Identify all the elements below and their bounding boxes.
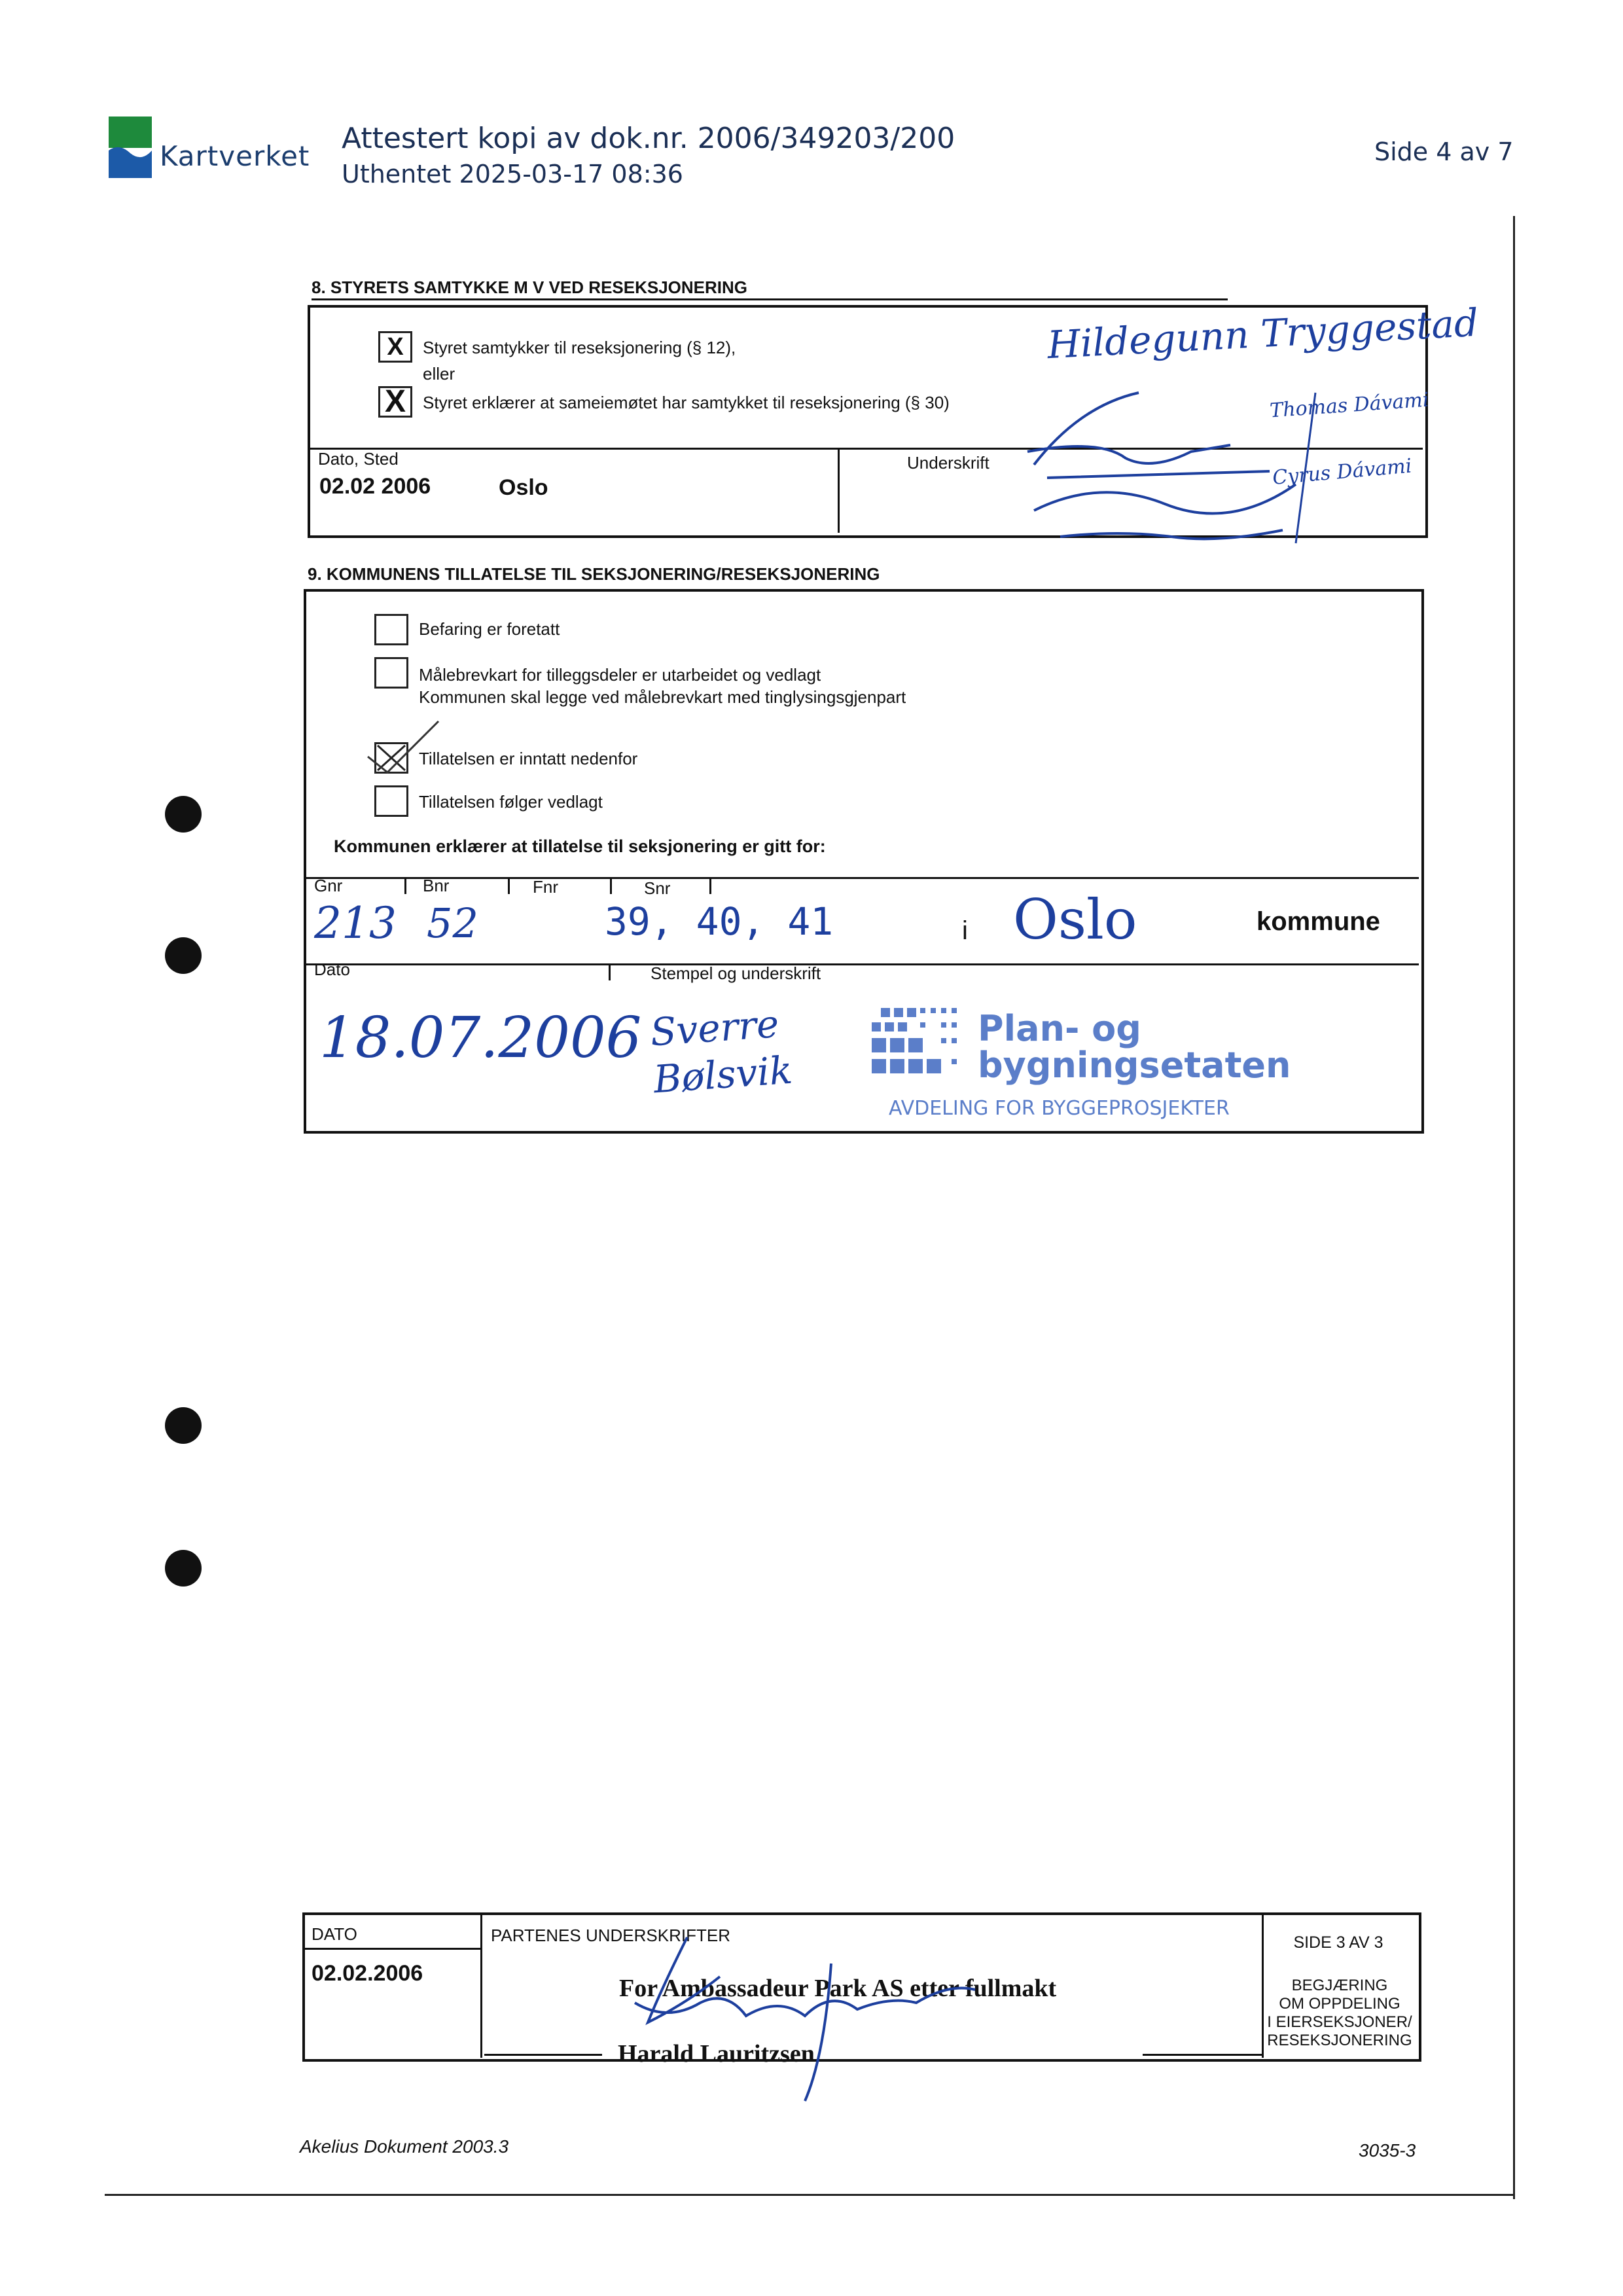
page-number: Side 4 av 7 [1374, 137, 1514, 166]
checkbox-inspection[interactable] [374, 614, 408, 645]
retrieved-timestamp: Uthentet 2025-03-17 08:36 [342, 160, 683, 188]
document-type-line: OM OPPDELING [1279, 1995, 1400, 2013]
option-permit-included-label: Tillatelsen er inntatt nedenfor [419, 749, 638, 768]
kartverket-logo [109, 117, 152, 178]
signature-rule-left [484, 2054, 602, 2056]
kommune-name: Oslo [1013, 888, 1137, 952]
tick [404, 877, 406, 894]
property-row-top-rule [305, 877, 1419, 879]
stamp-grid-icon [872, 1004, 970, 1089]
snr-label: Snr [644, 878, 671, 898]
gnr-value: 213 [314, 898, 397, 948]
signature-scribbles [1021, 380, 1414, 550]
option-map-note: Kommunen skal legge ved målebrevkart med tinglysingsgjenpart [419, 687, 906, 707]
stamp-signature-label: Stempel og underskrift [651, 963, 821, 983]
tick [610, 877, 612, 894]
party-line-2: Harald Lauritzsen [618, 2040, 815, 2068]
in-label: i [962, 916, 968, 945]
option-permit-attached-label: Tillatelsen følger vedlagt [419, 792, 603, 812]
bnr-value: 52 [427, 899, 478, 947]
checkbox-meeting-consent[interactable]: X [378, 386, 412, 418]
date-row-top-rule [305, 963, 1419, 965]
logo-text: Kartverket [160, 140, 310, 172]
dato-label: Dato [314, 960, 350, 979]
permit-date: 18.07.2006 [319, 1005, 642, 1071]
tick [709, 877, 711, 894]
stamp-line-2: bygningsetaten [978, 1045, 1291, 1086]
section-8-date: 02.02 2006 [319, 474, 431, 499]
document-type [1263, 1977, 1416, 2050]
checkbox-board-consent[interactable]: X [378, 331, 412, 363]
document-type-line: I EIERSEKSJONER/ [1267, 2013, 1412, 2031]
bnr-label: Bnr [423, 876, 450, 895]
signature-1: Hildegunn Tryggestad [1046, 300, 1480, 368]
option-inspection-label: Befaring er foretatt [419, 619, 560, 639]
section-8-rule [312, 298, 1228, 300]
signature-rule-right [1143, 2054, 1262, 2056]
section-8-col-divider [838, 449, 840, 533]
scan-edge-bottom [105, 2194, 1513, 2196]
snr-value: 39, 40, 41 [605, 899, 834, 944]
side-label: SIDE 3 AV 3 [1293, 1933, 1383, 1952]
section-8-place: Oslo [499, 475, 548, 500]
punch-hole [165, 937, 202, 974]
section-9-title: 9. KOMMUNENS TILLATELSE TIL SEKSJONERING/RESEKSJONERING [308, 564, 880, 584]
party-signature [609, 1924, 988, 2108]
gnr-label: Gnr [314, 876, 343, 895]
footer-form-number: 3035-3 [1359, 2140, 1416, 2161]
option-board-consent-label: Styret samtykker til reseksjonering (§ 12), [423, 338, 736, 357]
tick [508, 877, 510, 894]
signature-2: Thomas Dávami [1269, 388, 1430, 423]
stamp-line-1: Plan- og [978, 1008, 1141, 1049]
punch-hole [165, 1407, 202, 1444]
footer-col-divider [480, 1915, 482, 2058]
checkbox-permit-attached[interactable] [374, 785, 408, 817]
signature-label: Underskrift [907, 453, 990, 473]
fnr-label: Fnr [533, 877, 558, 897]
footer-date-rule [305, 1948, 480, 1950]
permit-signature: Sverre Bølsvik [649, 1001, 794, 1102]
document-type-line: BEGJÆRING [1291, 1977, 1388, 1994]
scan-edge-right [1513, 216, 1515, 2199]
checkbox-map[interactable] [374, 657, 408, 689]
or-label: eller [423, 364, 455, 384]
footer-doc-version: Akelius Dokument 2003.3 [300, 2136, 509, 2157]
tick [609, 963, 611, 980]
party-line-1: For Ambassadeur Park AS etter fullmakt [619, 1975, 1057, 2002]
footer-date: 02.02.2006 [312, 1961, 423, 1986]
option-map-label: Målebrevkart for tilleggsdeler er utarbeidet og vedlagt [419, 665, 821, 685]
document-title: Attestert kopi av dok.nr. 2006/349203/200 [342, 122, 955, 155]
footer-dato-label: DATO [312, 1924, 357, 1944]
stamp-line-3: AVDELING FOR BYGGEPROSJEKTER [889, 1097, 1230, 1120]
document-type-line: RESEKSJONERING [1267, 2032, 1412, 2049]
parties-signatures-label: PARTENES UNDERSKRIFTER [491, 1926, 730, 1945]
punch-hole [165, 1550, 202, 1587]
signature-3: Cyrus Dávami [1272, 454, 1413, 490]
option-meeting-consent-label: Styret erklærer at sameiemøtet har samtykket til reseksjonering (§ 30) [423, 393, 950, 412]
punch-hole [165, 796, 202, 833]
kommune-label: kommune [1257, 907, 1380, 936]
section-8-title: 8. STYRETS SAMTYKKE M V VED RESEKSJONERING [312, 278, 748, 297]
declaration-text: Kommunen erklærer at tillatelse til seksjonering er gitt for: [334, 836, 826, 856]
date-place-label: Dato, Sted [318, 449, 399, 469]
